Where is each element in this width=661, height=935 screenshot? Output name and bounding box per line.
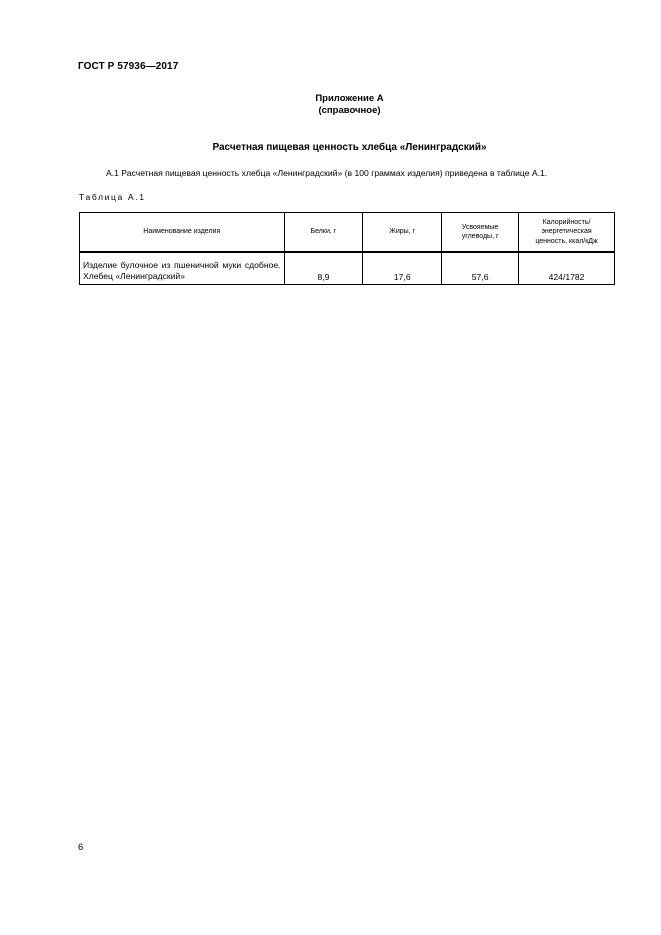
- cell-energy: 424/1782: [519, 252, 615, 285]
- cell-carbs: 57,6: [442, 252, 519, 285]
- nutrition-table: [79, 212, 615, 285]
- page-number: 6: [78, 842, 84, 853]
- table-header-row: [80, 213, 615, 253]
- cell-protein: 8,9: [284, 252, 363, 285]
- appendix-title: Приложение А: [315, 93, 384, 104]
- appendix-heading: [0, 93, 661, 117]
- cell-product-name: Изделие булочное из пшеничной муки сдобное. Хлебец «Ленинградский»: [80, 252, 285, 285]
- column-header-energy: Калорийность/ энергетическая ценность, ккал/кДж: [519, 213, 615, 253]
- column-header-protein: Белки, г: [284, 213, 363, 253]
- intro-paragraph: А.1 Расчетная пищевая ценность хлебца «Ленинградский» (в 100 граммах изделия) приведена в таблице А.1.: [106, 168, 548, 178]
- section-title: Расчетная пищевая ценность хлебца «Ленинградский»: [212, 142, 487, 153]
- cell-fat: 17,6: [363, 252, 442, 285]
- column-header-carbs: Усвояемые углеводы, г: [442, 213, 519, 253]
- document-header-standard-id: ГОСТ Р 57936—2017: [78, 61, 179, 72]
- column-header-fat: Жиры, г: [363, 213, 442, 253]
- column-header-product-name: Наименование изделия: [80, 213, 285, 253]
- table-caption: Таблица А.1: [79, 192, 146, 202]
- appendix-subtitle: (справочное): [318, 105, 381, 116]
- table-row: [80, 252, 615, 285]
